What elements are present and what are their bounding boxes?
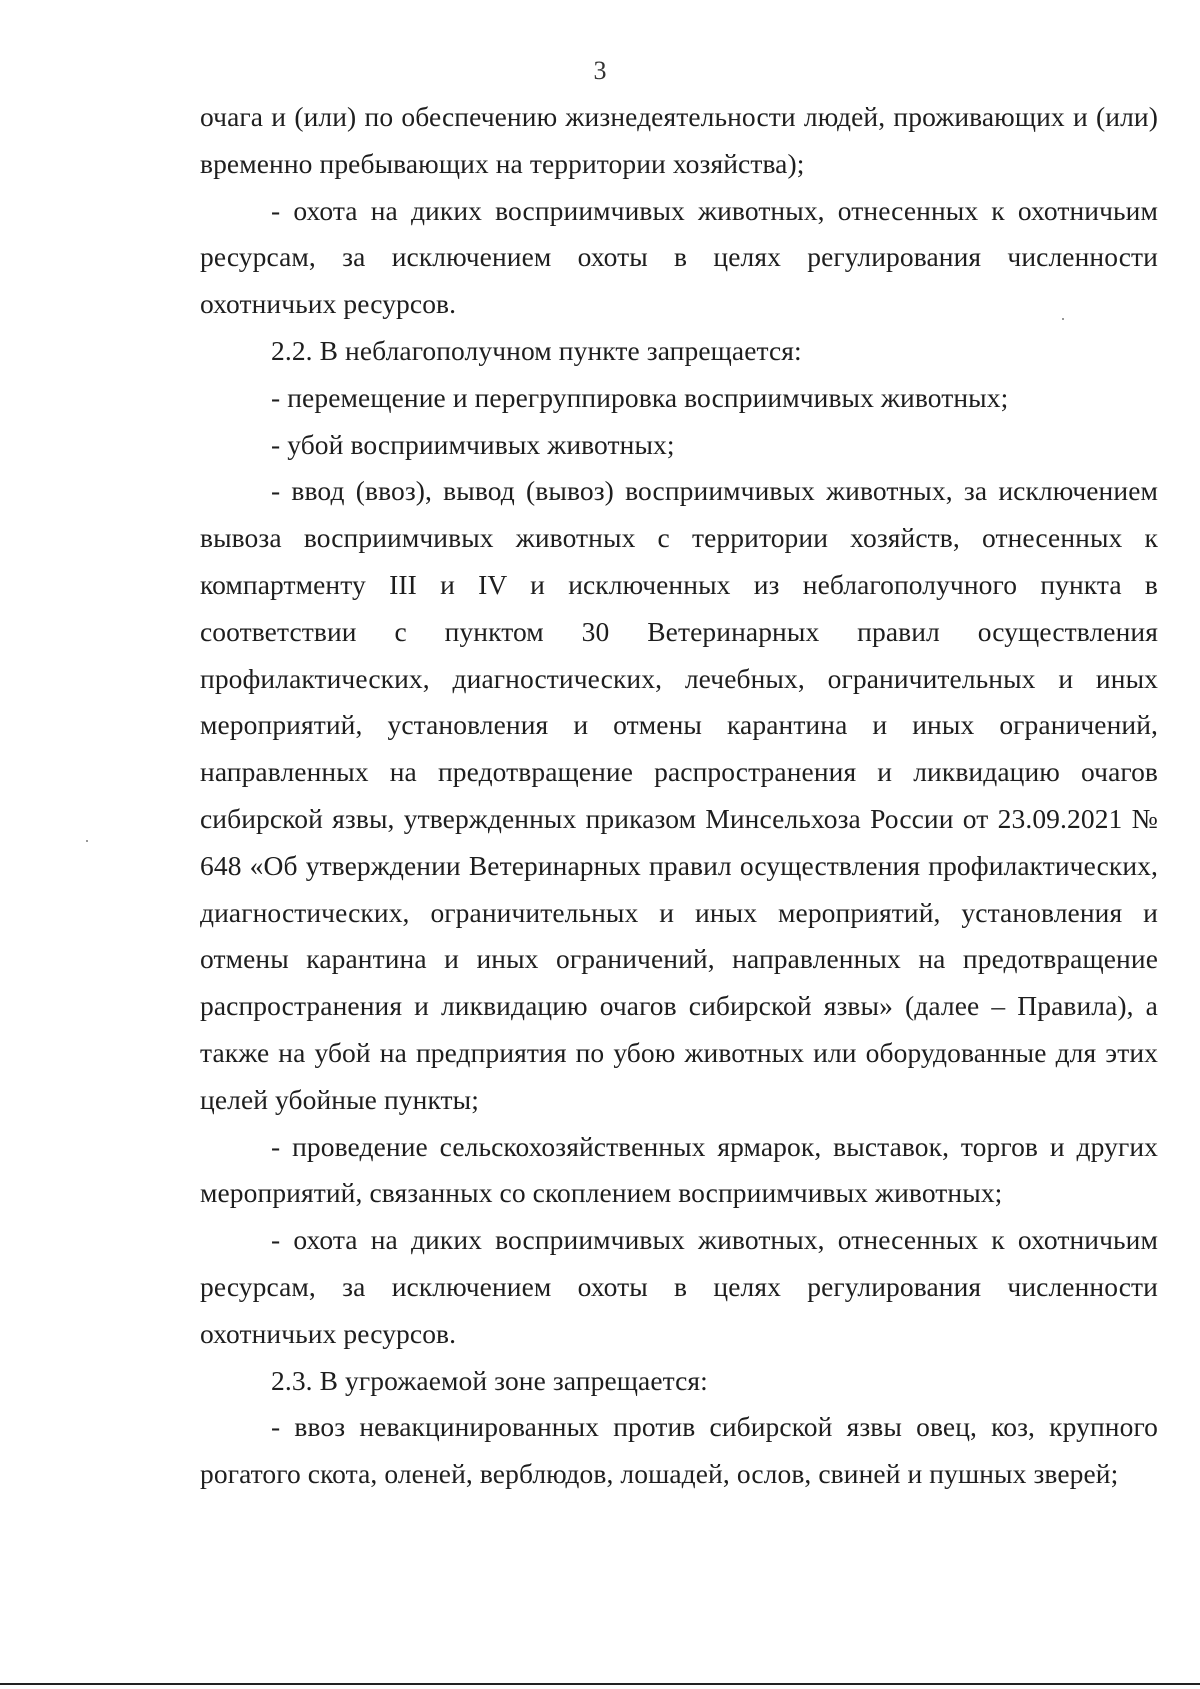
list-item: - ввоз невакцинированных против сибирской язвы овец, коз, крупного рогатого скота, оленей, верблюдов, лошадей, ослов, свиней и пушных зверей; [200,1411,1158,1490]
page-bottom-edge [0,1683,1200,1685]
list-item: - ввод (ввоз), вывод (вывоз) восприимчивых животных, за исключением вывоза восприимчивых животных с территории хозяйств, отнесенных к компартменту III и IV и исключенных из неблагополучного пункта в соответствии с пунктом 30 Ветеринарных правил осуществления профилактических, диагностических, лечебных, ограничительных и иных мероприятий, установления и отмены карантина и иных ограничений, направленных на предотвращение распространения и ликвидацию очагов сибирской язвы, утвержденных приказом Минсельхоза России от 23.09.2021 № 648 «Об утверждении Ветеринарных правил осуществления профилактических, диагностических, ограничительных и иных мероприятий, установления и отмены карантина и иных ограничений, направленных на предотвращение распространения и ликвидацию очагов сибирской язвы» (далее – Правила), а также на убой на предприятия по убою животных или оборудованные для этих целей убойные пункты; [200,475,1158,1115]
page-number: 3 [593,56,607,85]
paragraph: очага и (или) по обеспечению жизнедеятельности людей, проживающих и (или) временно пребывающих на территории хозяйства); [200,101,1158,179]
scan-artifact [1062,318,1064,320]
list-item: - проведение сельскохозяйственных ярмарок, выставок, торгов и других мероприятий, связанных со скоплением восприимчивых животных; [200,1130,1158,1209]
scan-artifact [86,840,88,842]
section-heading: 2.2. В неблагополучном пункте запрещается: [271,334,802,366]
paragraph: - охота на диких восприимчивых животных, отнесенных к охотничьим ресурсам, за исключением охоты в целях регулирования численности охотничьих ресурсов. [200,194,1158,320]
section-heading: 2.3. В угрожаемой зоне запрещается: [271,1364,708,1396]
list-item: - перемещение и перегруппировка восприимчивых животных; [271,381,1009,413]
document-body [200,94,1158,1498]
list-item: - охота на диких восприимчивых животных, отнесенных к охотничьим ресурсам, за исключением охоты в целях регулирования численности охотничьих ресурсов. [200,1224,1158,1349]
list-item: - убой восприимчивых животных; [271,428,675,460]
